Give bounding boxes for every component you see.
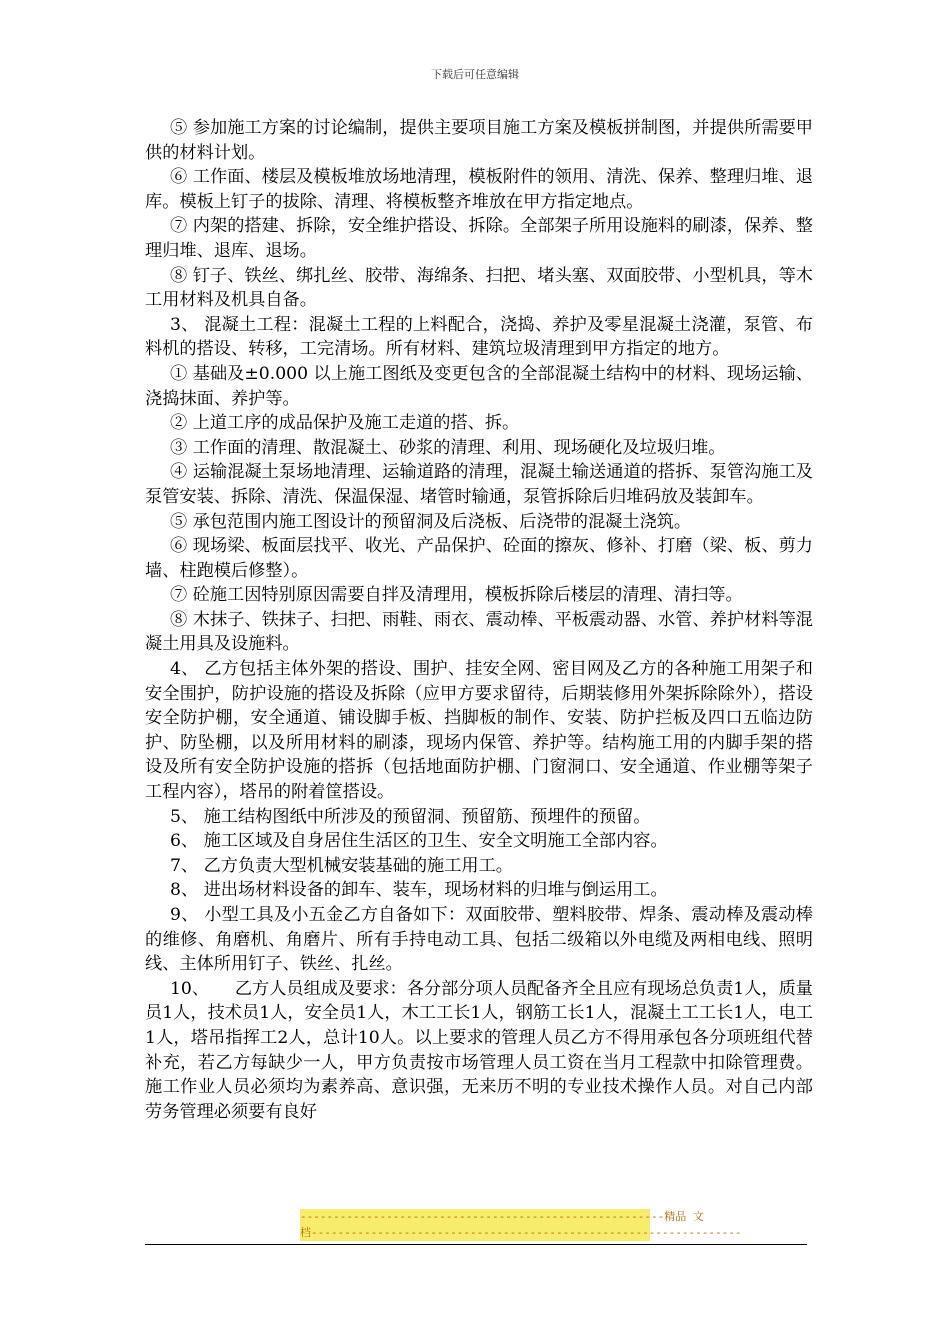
- page-header: 下载后可任意编辑: [431, 68, 519, 81]
- paragraph: ③ 工作面的清理、散混凝土、砂浆的清理、利用、现场硬化及垃圾归堆。: [170, 437, 726, 458]
- paragraph: ① 基础及±0.000 以上施工图纸及变更包含的全部混凝土结构中的材料、现场运输、浇捣抹面、养护等。: [145, 363, 813, 409]
- paragraph: 8、 进出场材料设备的卸车、装车，现场材料的归堆与倒运用工。: [170, 880, 668, 901]
- paragraph: 9、 小型工具及小五金乙方自备如下：双面胶带、塑料胶带、焊条、震动棒及震动棒的维修、角磨机、角磨片、所有手持电动工具、包括二级箱以外电缆及两相电线、照明线、主体所用钉子、铁丝、扎丝。: [145, 905, 813, 975]
- paragraph: ⑤ 承包范围内施工图设计的预留洞及后浇板、后浇带的混凝土浇筑。: [170, 511, 692, 532]
- footer-line-1: -------------------------------------------------------精品 文: [300, 1210, 704, 1223]
- footer-divider: [145, 1244, 807, 1245]
- paragraph: ④ 运输混凝土泵场地清理、运输道路的清理，混凝土输送通道的搭拆、泵管沟施工及泵管安装、拆除、清洗、保温保湿、堵管时输通，泵管拆除后归堆码放及装卸车。: [145, 462, 813, 507]
- paragraph: ⑥ 工作面、楼层及模板堆放场地清理，模板附件的领用、清洗、保养、整理归堆、退库。模板上钉子的拔除、清理、将模板整齐堆放在甲方指定地点。: [145, 167, 813, 212]
- paragraph: 4、 乙方包括主体外架的搭设、围护、挂安全网、密目网及乙方的各种施工用架子和安全围护，防护设施的搭设及拆除（应甲方要求留待，后期装修用外架拆除除外），搭设安全防护棚，安全通道、铺设脚手板、挡脚板的制作、安装、防护拦板及四口五临边防护、防坠棚，以及所用材料的刷漆，现场内保管、养护等。结构施工用的内脚手架的搭设及所有安全防护设施的搭拆（包括地面防护棚、门窗洞口、安全通道、作业棚等架子工程内容），塔吊的附着筐搭设。: [145, 659, 813, 803]
- paragraph: 5、 施工结构图纸中所涉及的预留洞、预留筋、预埋件的预留。: [170, 806, 651, 827]
- paragraph: ⑦ 砼施工因特别原因需要自拌及清理用，模板拆除后楼层的清理、清扫等。: [170, 585, 743, 606]
- paragraph: 6、 施工区域及自身居住生活区的卫生、安全文明施工全部内容。: [170, 831, 668, 852]
- paragraph: ⑧ 钉子、铁丝、绑扎丝、胶带、海绵条、扫把、堵头塞、双面胶带、小型机具，等木工用材料及机具自备。: [145, 265, 813, 311]
- paragraph: ⑤ 参加施工方案的讨论编制，提供主要项目施工方案及模板拼制图，并提供所需要甲供的材料计划。: [145, 118, 813, 163]
- footer-line-2: 档-----------------------------------------------------------------: [300, 1226, 742, 1239]
- footer-watermark: [300, 1209, 742, 1241]
- paragraph: 7、 乙方负责大型机械安装基础的施工用工。: [170, 855, 513, 876]
- paragraph: ⑧ 木抹子、铁抹子、扫把、雨鞋、雨衣、震动棒、平板震动器、水管、养护材料等混凝土用具及设施料。: [145, 609, 813, 655]
- paragraph: 3、 混凝土工程：混凝土工程的上料配合，浇捣、养护及零星混凝土浇灌，泵管、布料机的搭设、转移，工完清场。所有材料、建筑垃圾清理到甲方指定的地方。: [145, 314, 813, 360]
- paragraph: ② 上道工序的成品保护及施工走道的搭、拆。: [170, 413, 520, 434]
- paragraph: 10、 乙方人员组成及要求：各分部分项人员配备齐全且应有现场总负责1人，质量员1人，技术员1人，安全员1人，木工工长1人，钢筋工长1人，混凝土工工长1人，电工1人，塔吊指挥工2人，总计10人。以上要求的管理人员乙方不得用承包各分项班组代替补充，若乙方每缺少一人，甲方负责按市场管理人员工资在当月工程款中扣除管理费。施工作业人员必须均为素养高、意识强，无来历不明的专业技术操作人员。对自己内部劳务管理必须要有良好: [145, 978, 813, 1122]
- document-body: [145, 116, 813, 1124]
- paragraph: ⑦ 内架的搭建、拆除，安全维护搭设、拆除。全部架子所用设施料的刷漆，保养、整理归堆、退库、退场。: [145, 216, 813, 261]
- paragraph: ⑥ 现场梁、板面层找平、收光、产品保护、砼面的擦灰、修补、打磨（梁、板、剪力墙、柱跑模后修整）。: [145, 536, 813, 581]
